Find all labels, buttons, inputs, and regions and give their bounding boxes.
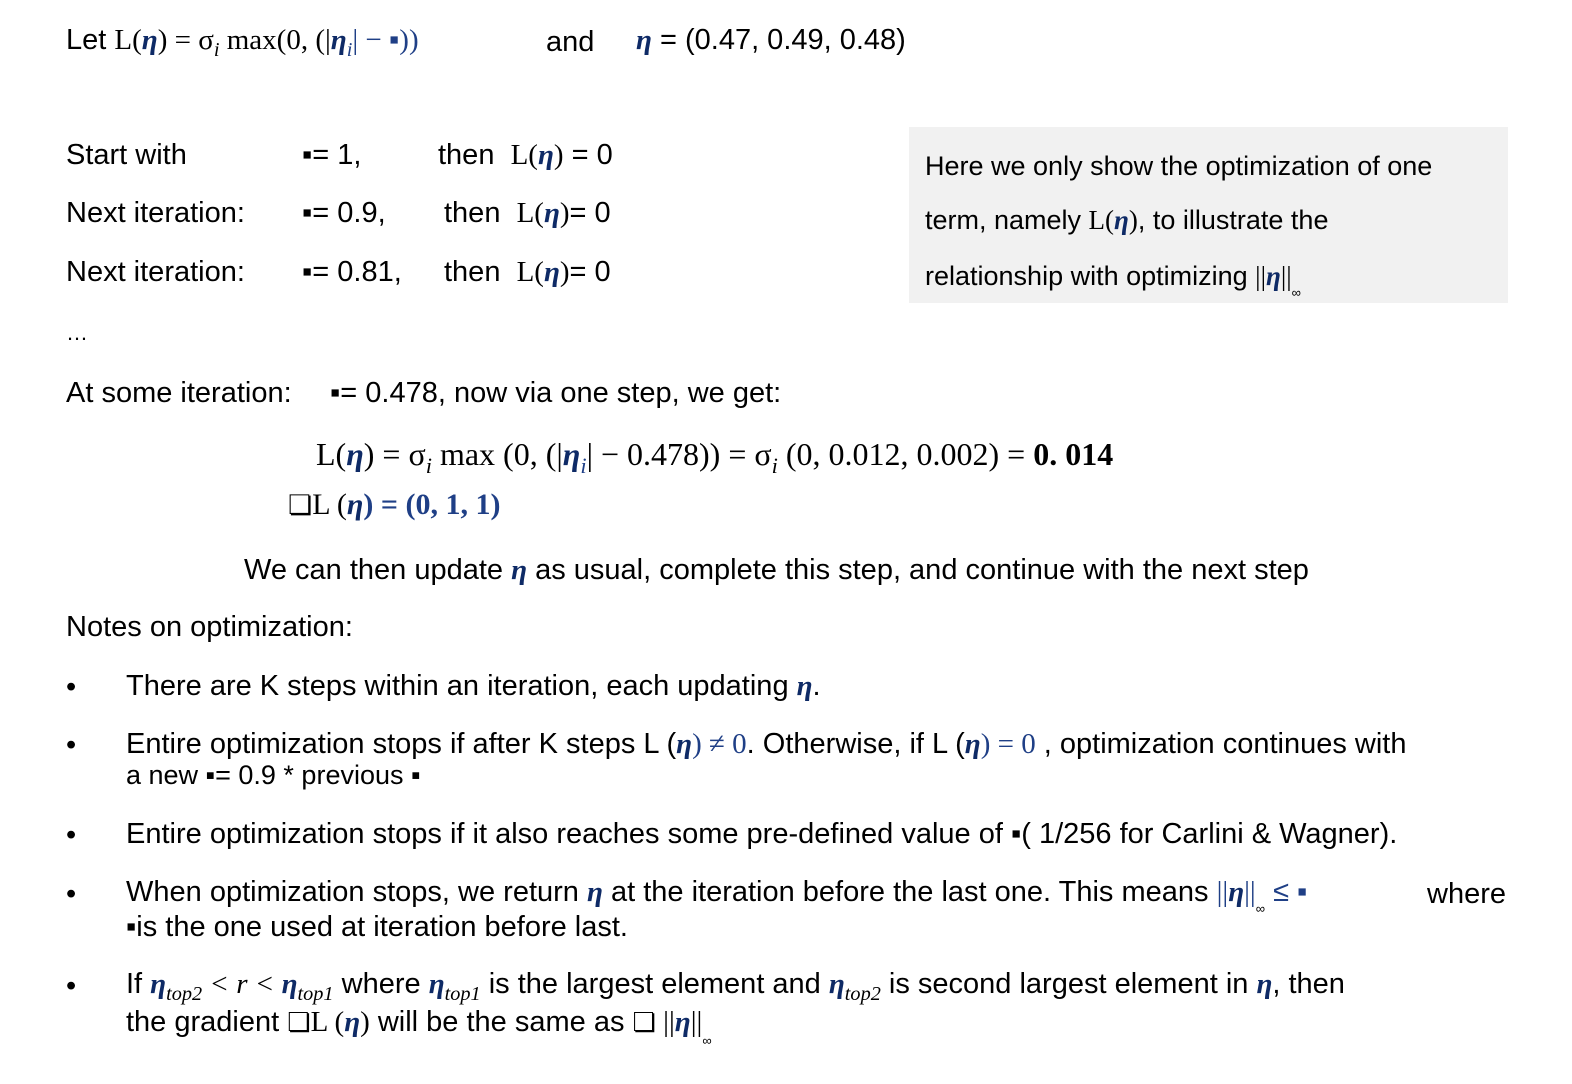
minus-tau: | − ▪))	[352, 24, 419, 56]
bullet-4-marker: •	[66, 970, 77, 1002]
note-line-1: Here we only show the optimization of one	[925, 151, 1433, 181]
some-iteration-label: At some iteration:	[66, 377, 292, 409]
bullet-1-eq: ) = 0	[980, 728, 1036, 760]
update-line-pre: We can then update	[244, 554, 512, 586]
loss-value: = 0	[569, 197, 611, 229]
bullet-3-post: at the iteration before the last one. This means	[602, 876, 1217, 908]
gradient-icon: ❏	[288, 490, 313, 520]
formula-lhs: L(	[316, 436, 347, 472]
bullet-1-marker: •	[66, 729, 77, 761]
eta-symbol: η	[543, 256, 560, 288]
eta-symbol: η	[676, 728, 693, 760]
loss-close: )	[559, 197, 570, 229]
then-label: then	[444, 256, 501, 288]
bullet-4-line-2	[126, 1006, 712, 1048]
eta-symbol: η	[1228, 876, 1245, 908]
formula-gradient	[288, 490, 500, 520]
gradient-icon: ❏	[632, 1007, 656, 1037]
eta-symbol: η	[344, 1006, 361, 1038]
eta-sub: i	[346, 39, 353, 62]
bullet-4-line-1	[126, 968, 1345, 1006]
bullet-3-line-2: ▪is the one used at iteration before last.	[126, 911, 628, 943]
eta-symbol: η	[562, 436, 581, 472]
norm-open: ||	[1255, 261, 1266, 291]
gradient-rhs: ) = (0, 1, 1)	[363, 488, 501, 521]
bullet-4-gradient: the gradient	[126, 1006, 288, 1038]
loss-L: L(	[1088, 205, 1115, 235]
note-line-3-text: relationship with optimizing	[925, 261, 1256, 291]
bullet-3-line-1	[126, 876, 1308, 916]
sigma-sub: i	[213, 39, 220, 62]
gradient-icon: ❏	[287, 1007, 311, 1037]
eta-symbol: η	[674, 1006, 691, 1038]
formula-max: max (0, (|	[431, 436, 563, 472]
loss-close: )	[1128, 205, 1138, 235]
infinity-sub: ∞	[1255, 901, 1266, 916]
eta-symbol: η	[428, 968, 445, 1000]
eta-symbol: η	[511, 554, 528, 586]
eta-symbol: η	[543, 197, 560, 229]
bullet-4-same: will be the same as	[369, 1006, 633, 1038]
note-line-2	[925, 207, 1328, 234]
note-line-2-post: , to illustrate the	[1137, 205, 1329, 235]
norm-close: ||	[1244, 876, 1256, 908]
bullet-3-leq: ≤ ▪	[1265, 876, 1308, 908]
eta-symbol: η	[1114, 205, 1129, 235]
loss-L: L (	[310, 1006, 345, 1038]
eta-symbol: η	[636, 24, 652, 56]
loss-close: )	[360, 1006, 370, 1038]
top2-sub: top2	[166, 983, 203, 1006]
bullet-4-where: where	[333, 968, 429, 1000]
loss-L: L(	[516, 256, 544, 288]
iteration-2-tau: ▪= 0.81,	[302, 256, 402, 288]
infinity-sub: ∞	[702, 1033, 712, 1048]
then-label: then	[438, 139, 495, 171]
eta-symbol: η	[796, 670, 813, 702]
bullet-1-line-2: a new ▪= 0.9 * previous ▪	[126, 760, 421, 790]
bullet-4-second: is second largest element in	[880, 968, 1257, 1000]
bullet-4-largest: is the largest element and	[480, 968, 829, 1000]
note-line-2-pre: term, namely	[925, 205, 1089, 235]
loss-L: L(	[510, 139, 538, 171]
eta-symbol: η	[330, 24, 347, 56]
loss-close: )	[559, 256, 570, 288]
formula-loss	[316, 436, 1114, 478]
iteration-0-then	[438, 141, 613, 170]
update-line	[244, 556, 1309, 585]
iteration-1-tau: ▪= 0.9,	[302, 197, 386, 229]
formula-mid: ) = σ	[363, 436, 426, 472]
let-label: Let	[66, 24, 107, 56]
eta-symbol: η	[141, 24, 158, 56]
iteration-1-then	[444, 199, 611, 228]
loss-L: L(	[516, 197, 544, 229]
bullet-0-text	[126, 672, 821, 701]
iteration-2-then	[444, 258, 611, 287]
eta-symbol: η	[1265, 261, 1281, 291]
bullet-2-marker: •	[66, 819, 77, 851]
loss-open: L(	[114, 24, 142, 56]
bullet-0-pre: There are K steps within an iteration, each updating	[126, 670, 797, 702]
eta-symbol: η	[537, 139, 554, 171]
eta-symbol: η	[281, 968, 298, 1000]
sigma-sub: i	[425, 452, 432, 478]
eta-symbol: η	[1256, 968, 1273, 1000]
formula-vector: (0, 0.012, 0.002) =	[777, 436, 1034, 472]
bullet-1-line-1	[126, 730, 1406, 759]
bullet-4-then: , then	[1272, 968, 1345, 1000]
formula-minus: | − 0.478)) = σ	[586, 436, 772, 472]
note-line-3	[925, 261, 1301, 300]
then-label: then	[444, 197, 501, 229]
loss-value: = 0	[563, 139, 613, 171]
loss-close: )	[553, 139, 564, 171]
gradient-lhs: L (	[312, 488, 347, 521]
loss-value: = 0	[569, 256, 611, 288]
norm-open: ||	[655, 1006, 675, 1038]
loss-sigma: ) = σ	[157, 24, 214, 56]
max-part: max(0, (|	[219, 24, 331, 56]
bullet-3-marker: •	[66, 878, 77, 910]
norm-close: ||	[690, 1006, 703, 1038]
bullet-4-if: If	[126, 968, 151, 1000]
eta-symbol: η	[346, 436, 364, 472]
eta-symbol: η	[828, 968, 845, 1000]
top2-sub: top2	[844, 983, 881, 1006]
bullet-1-neq: ) ≠ 0	[692, 728, 747, 760]
norm-open: ||	[1216, 876, 1229, 908]
top1-sub: top1	[297, 983, 334, 1006]
bullet-0-marker: •	[66, 671, 77, 703]
bullet-3-pre: When optimization stops, we return	[126, 876, 587, 908]
eta-value	[636, 26, 906, 55]
norm-close: ||	[1280, 261, 1292, 291]
eta-symbol: η	[346, 488, 364, 521]
iteration-0-label: Start with	[66, 139, 187, 171]
bullet-1-pre: Entire optimization stops if after K steps L (	[126, 728, 677, 760]
infinity-sub: ∞	[1291, 285, 1301, 300]
eta-symbol: η	[150, 968, 167, 1000]
eta-symbol: η	[586, 876, 603, 908]
and-label: and	[546, 26, 595, 58]
bullet-1-post: , optimization continues with	[1035, 728, 1407, 760]
some-iteration-text: ▪= 0.478, now via one step, we get:	[330, 377, 782, 409]
update-line-post: as usual, complete this step, and continue with the next step	[527, 554, 1309, 586]
iteration-0-tau: ▪= 1,	[302, 139, 362, 171]
iteration-1-label: Next iteration:	[66, 197, 245, 229]
formula-result: 0. 014	[1033, 436, 1114, 472]
bullet-2-text: Entire optimization stops if it also reaches some pre-defined value of ▪( 1/256 for Carlini & Wagner).	[126, 818, 1398, 850]
header-line	[66, 24, 419, 62]
eta-symbol: η	[964, 728, 981, 760]
sigma-sub: i	[771, 452, 778, 478]
eta-sub: i	[580, 452, 587, 478]
bullet-0-post: .	[812, 670, 821, 702]
lt-r: < r <	[202, 968, 282, 1000]
bullet-1-otherwise: . Otherwise, if L (	[746, 728, 965, 760]
top1-sub: top1	[444, 983, 481, 1006]
ellipsis: …	[66, 320, 88, 345]
eta-value-text: = (0.47, 0.49, 0.48)	[651, 24, 906, 56]
bullet-3-where: where	[1427, 878, 1506, 910]
notes-title: Notes on optimization:	[66, 611, 353, 643]
iteration-2-label: Next iteration:	[66, 256, 245, 288]
